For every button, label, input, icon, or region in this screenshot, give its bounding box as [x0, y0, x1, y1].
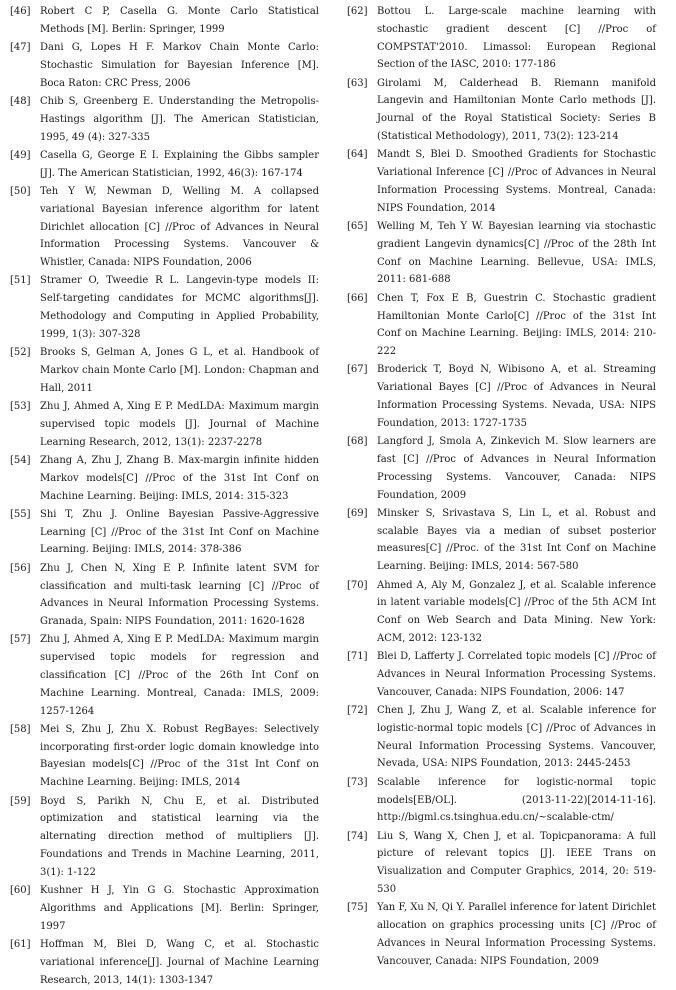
reference-entry — [347, 361, 656, 432]
reference-entry — [347, 577, 656, 648]
reference-entry — [347, 146, 656, 217]
references-right-column — [347, 3, 656, 971]
reference-text: Robert C P, Casella G. Monte Carlo Statistical Methods [M]. Berlin: Springer, 1999 — [40, 6, 319, 35]
reference-number: [55] — [10, 508, 31, 520]
reference-number: [68] — [347, 436, 368, 448]
reference-number: [54] — [10, 454, 31, 466]
reference-text: Chib S, Greenberg E. Understanding the Metropolis-Hastings algorithm [J]. The American Statistician, 1995, 49 (4): 327-335 — [40, 95, 319, 143]
reference-number: [46] — [10, 6, 31, 17]
reference-text: Dani G, Lopes H F. Markov Chain Monte Carlo: Stochastic Simulation for Bayesian Inference [M]. Boca Raton: CRC Press, 2006 — [40, 42, 319, 89]
reference-entry — [10, 506, 319, 559]
reference-number: [64] — [347, 149, 368, 161]
reference-text: Ahmed A, Aly M, Gonzalez J, et al. Scalable inference in latent variable models[C] //Proc of the 5th ACM Int Conf on Web Search and Data Mining. New York: ACM, 2012: 123-132 — [377, 579, 656, 644]
reference-text: Girolami M, Calderhead B. Riemann manifold Langevin and Hamiltonian Monte Carlo methods [J]. Journal of the Royal Statistical Society: Series B (Statistical Methodology), 2011, 73(2): 123-214 — [377, 77, 656, 143]
reference-text: Hoffman M, Blei D, Wang C, et al. Stochastic variational inference[J]. Journal of Machine Learning Research, 2013, 14(1): 1303-1347 — [40, 938, 319, 986]
reference-text: Bottou L. Large-scale machine learning with stochastic gradient descent [C] //Proc of COMPSTAT'2010. Limassol: European Regional Section of the IASC, 2010: 177-186 — [377, 6, 656, 71]
reference-entry — [10, 183, 319, 272]
reference-entry — [347, 899, 656, 970]
reference-entry — [10, 631, 319, 720]
reference-text: Mandt S, Blei D. Smoothed Gradients for Stochastic Variational Inference [C] //Proc of Advances in Neural Information Processing Systems. Montreal, Canada: NIPS Foundation, 2014 — [377, 149, 656, 214]
reference-number: [51] — [10, 275, 31, 287]
reference-text: Zhu J, Chen N, Xing E P. Infinite latent SVM for classification and multi-task learning [C] //Proc of Advances in Neural Information Processing Systems. Granada, Spain: NIPS Foundation, 2011: 1620-1628 — [40, 562, 319, 628]
reference-number: [49] — [10, 149, 31, 161]
reference-entry — [347, 702, 656, 773]
reference-text: Casella G, George E I. Explaining the Gibbs sampler [J]. The American Statistician, 1992, 46(3): 167-174 — [40, 149, 319, 179]
reference-text: Stramer O, Tweedie R L. Langevin-type models II: Self-targeting candidates for MCMC algorithms[J]. Methodology and Computing in Applied Probability, 1999, 1(3): 307-328 — [40, 275, 319, 340]
reference-text: Mei S, Zhu J, Zhu X. Robust RegBayes: Selectively incorporating first-order logic domain knowledge into Bayesian models[C] //Proc of the 31st Int Conf on Machine Learning. Beijing: IMLS, 2014 — [40, 723, 319, 789]
reference-entry — [10, 560, 319, 631]
reference-number: [60] — [10, 885, 31, 897]
reference-text: Broderick T, Boyd N, Wibisono A, et al. Streaming Variational Bayes [C] //Proc of Advances in Neural Information Processing Systems. Nevada, USA: NIPS Foundation, 2013: 1727-1735 — [377, 364, 656, 429]
reference-entry — [10, 452, 319, 505]
reference-number: [61] — [10, 938, 31, 950]
reference-text: Chen T, Fox E B, Guestrin C. Stochastic gradient Hamiltonian Monte Carlo[C] //Proc of the 31st Int Conf on Machine Learning. Beijing: IMLS, 2014: 210-222 — [377, 292, 656, 358]
reference-number: [72] — [347, 705, 368, 717]
reference-number: [69] — [347, 507, 368, 519]
reference-entry — [347, 828, 656, 899]
reference-text: Langford J, Smola A, Zinkevich M. Slow learners are fast [C] //Proc of Advances in Neural Information Processing Systems. Vancouver, Canada: NIPS Foundation, 2009 — [377, 436, 656, 501]
reference-entry — [347, 648, 656, 701]
reference-entry — [347, 75, 656, 146]
reference-entry — [347, 3, 656, 74]
references-left-column — [10, 3, 319, 990]
reference-number: [66] — [347, 292, 368, 304]
reference-number: [74] — [347, 830, 368, 842]
reference-text: Zhu J, Ahmed A, Xing E P. MedLDA: Maximum margin supervised topic models [J]. Journal of Machine Learning Research, 2012, 13(1): 2237-2278 — [40, 401, 319, 448]
reference-text: Welling M, Teh Y W. Bayesian learning via stochastic gradient Langevin dynamics[C] //Proc of the 28th Int Conf on Machine Learning. Bellevue, USA: IMLS, 2011: 681-688 — [377, 221, 656, 286]
reference-entry — [10, 147, 319, 183]
reference-entry — [10, 93, 319, 146]
reference-entry — [347, 218, 656, 289]
reference-number: [57] — [10, 634, 31, 646]
reference-number: [56] — [10, 562, 31, 574]
reference-number: [71] — [347, 651, 368, 663]
reference-entry — [10, 882, 319, 935]
reference-text: Brooks S, Gelman A, Jones G L, et al. Handbook of Markov chain Monte Carlo [M]. London: Chapman and Hall, 2011 — [40, 347, 319, 394]
reference-number: [58] — [10, 723, 31, 735]
reference-text: Scalable inference for logistic-normal topic models[EB/OL]. (2013-11-22)[2014-11-16]. http://bigml.cs.tsinghua.edu.cn/~scalable-ctm/ — [377, 776, 656, 824]
reference-entry — [10, 39, 319, 92]
reference-text: Zhu J, Ahmed A, Xing E P. MedLDA: Maximum margin supervised topic models for regression and classification [C] //Proc of the 26th Int Conf on Machine Learning. Montreal, Canada: IMLS, 2009: 1257-1264 — [40, 634, 319, 717]
reference-entry — [10, 398, 319, 451]
reference-text: Teh Y W, Newman D, Welling M. A collapsed variational Bayesian inference algorithm for latent Dirichlet allocation [C] //Proc of Advances in Neural Information Processing Systems. Vancouver & Whistler, Canada: NIPS Foundation, 2006 — [40, 185, 319, 269]
reference-entry — [347, 290, 656, 361]
reference-number: [63] — [347, 77, 368, 89]
reference-number: [47] — [10, 42, 31, 54]
reference-text: Chen J, Zhu J, Wang Z, et al. Scalable inference for logistic-normal topic models [C] //Proc of Advances in Neural Information Processing Systems. Vancouver, Nevada, USA: NIPS Foundation, 2013: 2445-2453 — [377, 705, 656, 770]
reference-entry — [10, 936, 319, 989]
reference-number: [52] — [10, 347, 31, 359]
reference-number: [75] — [347, 902, 368, 914]
reference-number: [50] — [10, 185, 31, 197]
reference-number: [73] — [347, 776, 368, 788]
reference-text: Blei D, Lafferty J. Correlated topic models [C] //Proc of Advances in Neural Information Processing Systems. Vancouver, Canada: NIPS Foundation, 2006: 147 — [377, 651, 656, 698]
reference-text: Kushner H J, Yin G G. Stochastic Approximation Algorithms and Applications [M]. Berlin: Springer, 1997 — [40, 885, 319, 932]
reference-entry — [10, 793, 319, 882]
reference-text: Shi T, Zhu J. Online Bayesian Passive-Aggressive Learning [C] //Proc of the 31st Int Conf on Machine Learning. Beijing: IMLS, 2014: 378-386 — [40, 508, 319, 556]
reference-entry — [347, 433, 656, 504]
reference-number: [65] — [347, 221, 368, 233]
reference-text: Zhang A, Zhu J, Zhang B. Max-margin infinite hidden Markov models[C] //Proc of the 31st Int Conf on Machine Learning. Beijing: IMLS, 2014: 315-323 — [40, 454, 319, 502]
reference-text: Yan F, Xu N, Qi Y. Parallel inference for latent Dirichlet allocation on graphics processing units [C] //Proc of Advances in Neural Information Processing Systems. Vancouver, Canada: NIPS Foundation, 2009 — [377, 902, 656, 967]
reference-text: Boyd S, Parikh N, Chu E, et al. Distributed optimization and statistical learning via the alternating direction method of multipliers [J]. Foundations and Trends in Machine Learning, 2011, 3(1): 1-122 — [40, 795, 319, 878]
reference-entry — [10, 272, 319, 343]
reference-number: [70] — [347, 579, 368, 591]
reference-number: [62] — [347, 6, 368, 17]
reference-number: [48] — [10, 95, 31, 107]
reference-entry — [10, 344, 319, 397]
reference-number: [53] — [10, 401, 31, 413]
reference-number: [59] — [10, 795, 31, 807]
reference-entry — [10, 3, 319, 39]
reference-entry — [347, 774, 656, 827]
reference-entry — [347, 505, 656, 576]
reference-entry — [10, 721, 319, 792]
reference-text: Liu S, Wang X, Chen J, et al. Topicpanorama: A full picture of relevant topics [J]. IEEE Trans on Visualization and Computer Graphics, 2014, 20: 519-530 — [377, 830, 656, 896]
reference-number: [67] — [347, 364, 368, 376]
reference-text: Minsker S, Srivastava S, Lin L, et al. Robust and scalable Bayes via a median of subset posterior measures[C] //Proc. of the 31st Int Conf on Machine Learning. Beijing: IMLS, 2014: 567-580 — [377, 507, 656, 573]
